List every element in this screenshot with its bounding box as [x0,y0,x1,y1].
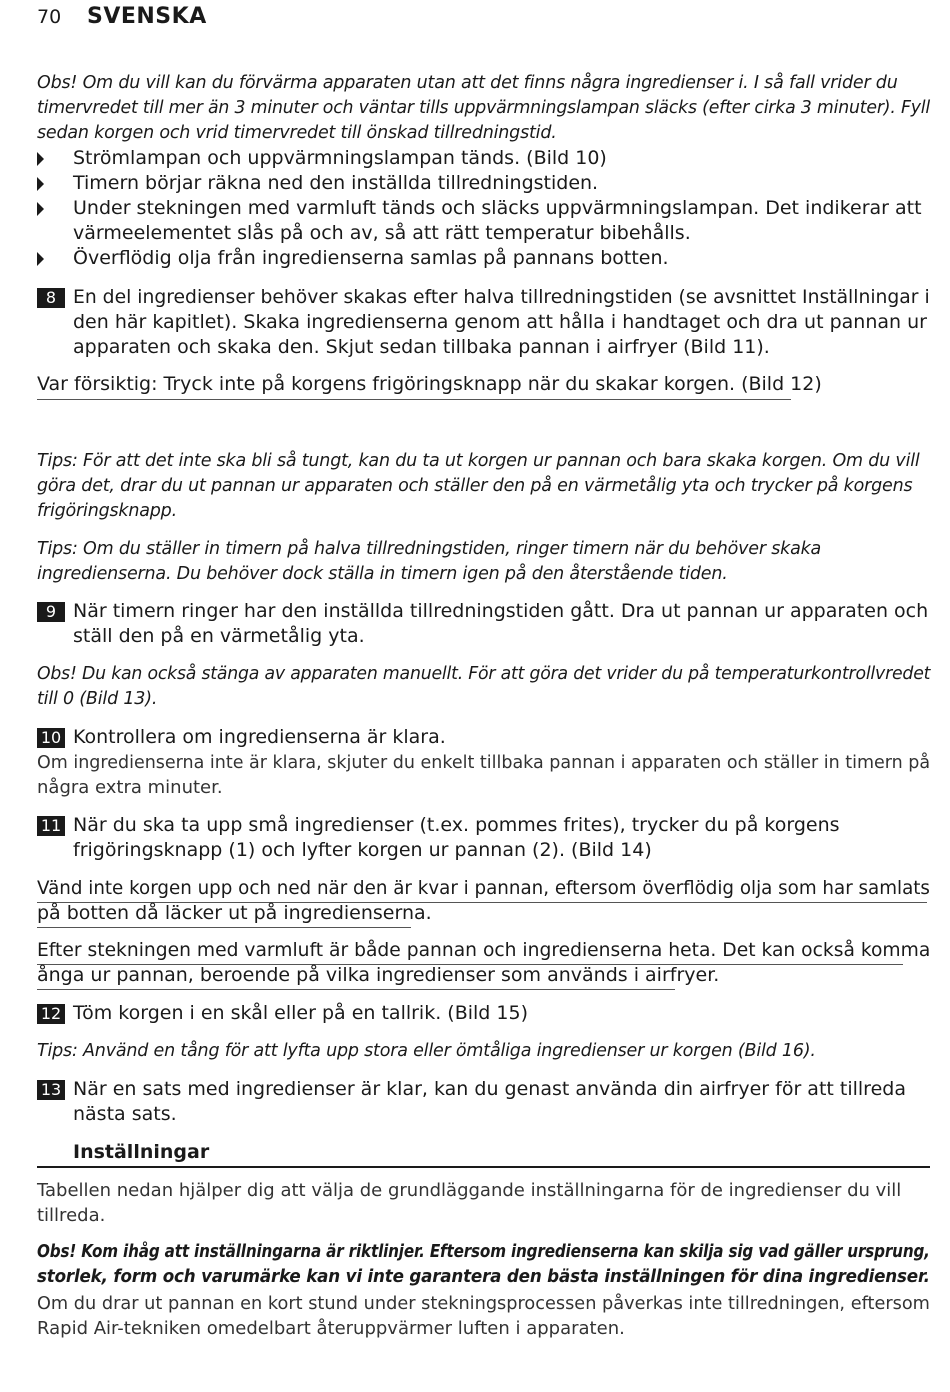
bullet-text: Under stekningen med varmluft tänds och släcks uppvärmningslampan. Det indikerar att [73,197,922,219]
caution-text: ånga ur pannan, beroende på vilka ingredienser som används i airfryer. [37,964,720,986]
bullet-icon [37,202,44,216]
step-number-badge: 8 [37,288,65,308]
note-line: timervredet till mer än 3 minuter och väntar tills uppvärmningslampan släcks (efter cirka 3 minuter). Fyll [37,98,931,118]
bullet-text: Överflödig olja från ingredienserna samlas på pannans botten. [73,247,669,269]
bullet-icon [37,252,44,266]
caution-text: på botten då läcker ut på ingredienserna. [37,902,432,924]
section-title: Inställningar [73,1141,210,1163]
step-text: den här kapitlet). Skaka ingredienserna genom att hålla i handtaget och dra ut pannan ur [73,311,927,333]
bullet-icon [37,152,44,166]
caution-underline [37,399,791,400]
section-rule [37,1166,930,1168]
step-number-badge: 13 [37,1080,65,1100]
step-number-badge: 9 [37,602,65,622]
caution-underline [37,989,675,990]
step-text: När en sats med ingredienser är klar, kan du genast använda din airfryer för att tillreda [73,1078,906,1100]
page-number: 70 [37,6,62,28]
caution-text: Vänd inte korgen upp och ned när den är kvar i pannan, eftersom överflödig olja som har samlats [37,877,930,899]
note-line: Obs! Kom ihåg att inställningarna är riktlinjer. Eftersom ingredienserna kan skilja sig vad gäller ursprung, [37,1242,930,1262]
step-number-badge: 10 [37,728,65,748]
note-line: Obs! Du kan också stänga av apparaten manuellt. För att göra det vrider du på temperaturkontrollvredet [37,664,931,684]
bullet-text: Timern börjar räkna ned den inställda tillredningstiden. [73,172,599,194]
bullet-icon [37,177,44,191]
section-body: Rapid Air-tekniken omedelbart återuppvärmer luften i apparaten. [37,1318,625,1339]
caution-text: Var försiktig: Tryck inte på korgens frigöringsknapp när du skakar korgen. (Bild 12) [37,373,822,395]
tip-line: frigöringsknapp. [37,501,177,521]
step-number-badge: 11 [37,816,65,836]
step-text: nästa sats. [73,1103,177,1125]
step-number-badge: 12 [37,1004,65,1024]
caution-text: Efter stekningen med varmluft är både pannan och ingredienserna heta. Det kan också komma [37,939,931,961]
step-text: Töm korgen i en skål eller på en tallrik. (Bild 15) [73,1002,528,1024]
tip-line: Tips: Om du ställer in timern på halva tillredningstiden, ringer timern när du behöver skaka [37,539,822,559]
step-text: En del ingredienser behöver skakas efter halva tillredningstiden (se avsnittet Inställningar i [73,286,930,308]
section-intro: Tabellen nedan hjälper dig att välja de grundläggande inställningarna för de ingredienser du vill [37,1180,902,1201]
step-text: När timern ringer har den inställda tillredningstiden gått. Dra ut pannan ur apparaten och [73,600,929,622]
step-body: några extra minuter. [37,777,223,798]
step-title: Kontrollera om ingredienserna är klara. [73,726,446,748]
section-intro: tillreda. [37,1205,106,1226]
step-text: När du ska ta upp små ingredienser (t.ex. pommes frites), trycker du på korgens [73,814,840,836]
step-text: apparaten och skaka den. Skjut sedan tillbaka pannan i airfryer (Bild 11). [73,336,770,358]
section-body: Om du drar ut pannan en kort stund under stekningsprocessen påverkas inte tillredningen, eftersom [37,1293,930,1314]
tip-line: Tips: För att det inte ska bli så tungt, kan du ta ut korgen ur pannan och bara skaka korgen. Om du vill [37,451,920,471]
tip-line: ingredienserna. Du behöver dock ställa in timern igen på den återstående tiden. [37,564,728,584]
bullet-text: värmeelementet slås på och av, så att rätt temperatur bibehålls. [73,222,691,244]
language-heading: SVENSKA [87,4,207,29]
bullet-text: Strömlampan och uppvärmningslampan tänds. (Bild 10) [73,147,607,169]
note-line: Obs! Om du vill kan du förvärma apparaten utan att det finns några ingredienser i. I så fall vrider du [37,73,898,93]
step-body: Om ingredienserna inte är klara, skjuter du enkelt tillbaka pannan i apparaten och ställer in timern på [37,752,931,773]
step-text: ställ den på en värmetålig yta. [73,625,365,647]
tip-line: göra det, drar du ut pannan ur apparaten och ställer den på en värmetålig yta och trycker på korgens [37,476,913,496]
note-line: till 0 (Bild 13). [37,689,158,709]
step-text: frigöringsknapp (1) och lyfter korgen ur pannan (2). (Bild 14) [73,839,652,861]
note-line: storlek, form och varumärke kan vi inte garantera den bästa inställningen för dina ingredienser. [37,1267,930,1287]
tip-line: Tips: Använd en tång för att lyfta upp stora eller ömtåliga ingredienser ur korgen (Bild 16). [37,1041,816,1061]
caution-underline [37,927,411,928]
note-line: sedan korgen och vrid timervredet till önskad tillredningstid. [37,123,557,143]
